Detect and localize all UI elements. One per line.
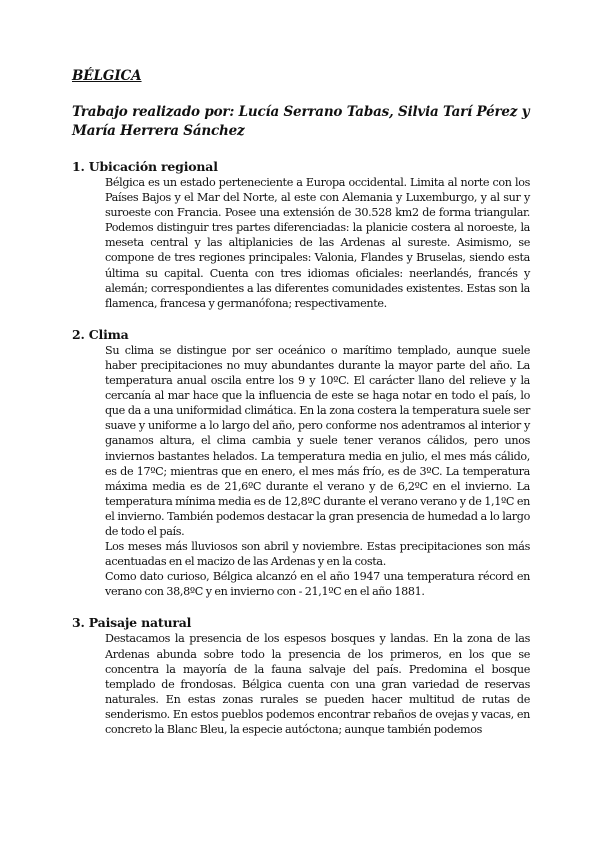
paragraph: Los meses más lluviosos son abril y noviembre. Estas precipitaciones son más acentuadas en el macizo de las Ardenas y en la costa. — [105, 540, 530, 569]
paragraph: Su clima se distingue por ser oceánico o marítimo templado, aunque suele haber precipitaciones no muy abundantes durante la mayor parte del año. La temperatura anual oscila entre los 9 y 10ºC. El carácter llano del relieve y la cercanía al mar hace que la influencia de este se haga notar en todo el país, lo que da a una uniformidad climática. En la zona costera la temperatura suele ser suave y uniforme a lo largo del año, pero conforme nos adentramos al interior y ganamos altura, el clima cambia y suele tener veranos cálidos, pero unos inviernos bastantes helados. La temperatura media en julio, el mes más cálido, es de 17ºC; mientras que en enero, el mes más frío, es de 3ºC. La temperatura máxima media es de 21,6ºC durante el verano y de 6,2ºC en el invierno. La temperatura mínima media es de 12,8ºC durante el verano verano y de 1,1ºC en el invierno. También podemos destacar la gran presencia de humedad a lo largo de todo el país. — [105, 343, 530, 538]
section-clima — [72, 327, 530, 600]
section-ubicacion-regional — [72, 159, 530, 311]
paragraph: Como dato curioso, Bélgica alcanzó en el año 1947 una temperatura récord en verano con 38,8ºC y en invierno con - 21,1ºC en el año 1881. — [105, 570, 530, 599]
section-heading: 2. Clima — [72, 326, 129, 342]
section-heading: 3. Paisaje natural — [72, 615, 192, 631]
paragraph: Bélgica es un estado perteneciente a Europa occidental. Limita al norte con los Países Bajos y el Mar del Norte, al este con Alemania y Luxemburgo, y al sur y suroeste con Francia. Posee una extensión de 30.528 km2 de forma triangular. Podemos distinguir tres partes diferenciadas: la planicie costera al noroeste, la meseta central y las altiplanicies de las Ardenas al sureste. Asimismo, se compone de tres regiones principales: Valonia, Flandes y Bruselas, siendo esta última su capital. Cuenta con tres idiomas oficiales: neerlandés, francés y alemán; correspondientes a las diferentes comunidades existentes. Estas son la flamenca, francesa y germanófona; respectivamente. — [105, 176, 530, 310]
section-body — [105, 175, 530, 311]
section-body — [105, 343, 530, 600]
document-page — [72, 68, 530, 753]
section-body — [105, 631, 530, 737]
paragraph: Destacamos la presencia de los espesos bosques y landas. En la zona de las Ardenas abunda sobre todo la presencia de los primeros, en los que se concentra la mayoría de la fauna salvaje del país. Predomina el bosque templado de frondosas. Bélgica cuenta con una gran variedad de reservas naturales. En estas zonas rurales se pueden hacer multitud de rutas de senderismo. En estos pueblos podemos encontrar rebaños de ovejas y vacas, en concreto la Blanc Bleu, la especie autóctona; aunque también podemos — [105, 632, 530, 736]
authors-line: Trabajo realizado por: Lucía Serrano Tabas, Silvia Tarí Pérez y María Herrera Sánchez — [72, 104, 530, 139]
section-heading: 1. Ubicación regional — [72, 159, 218, 174]
document-title: BÉLGICA — [72, 68, 142, 84]
section-paisaje-natural — [72, 615, 530, 737]
